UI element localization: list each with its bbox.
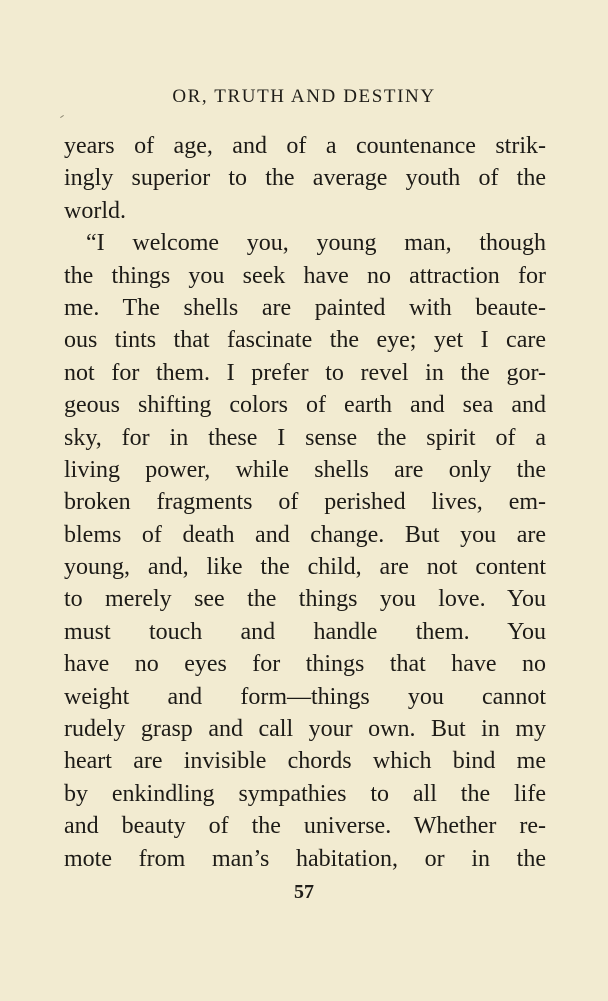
- text-line: blems of death and change. But you are: [64, 521, 546, 548]
- text-line: the things you seek have no attraction for: [64, 262, 546, 289]
- text-line: young, and, like the child, are not content: [64, 554, 546, 581]
- text-line: mote from man’s habitation, or in the: [64, 845, 546, 872]
- text-line: world.: [64, 197, 126, 224]
- running-head: OR, TRUTH AND DESTINY: [172, 86, 436, 107]
- text-line: years of age, and of a countenance strik-: [64, 133, 546, 159]
- page-number: 57: [294, 881, 314, 903]
- text-line: me. The shells are painted with beaute-: [64, 294, 546, 321]
- text-line: must touch and handle them. You: [64, 618, 546, 645]
- text-line: broken fragments of perished lives, em-: [64, 489, 546, 516]
- text-line: geous shifting colors of earth and sea and: [64, 392, 546, 419]
- text-line: heart are invisible chords which bind me: [64, 748, 546, 775]
- text-line: not for them. I prefer to revel in the gor-: [64, 359, 546, 386]
- text-line: living power, while shells are only the: [64, 456, 546, 483]
- text-line: ingly superior to the average youth of the: [64, 165, 546, 192]
- text-line: “I welcome you, young man, though: [86, 230, 546, 257]
- text-line: sky, for in these I sense the spirit of a: [64, 424, 546, 451]
- body-text: [64, 130, 546, 875]
- ink-speck: [60, 115, 64, 118]
- text-line: weight and form—things you cannot: [64, 683, 546, 710]
- text-line: rudely grasp and call your own. But in my: [64, 716, 546, 743]
- text-line: ous tints that fascinate the eye; yet I care: [64, 327, 546, 354]
- text-line: by enkindling sympathies to all the life: [64, 780, 546, 807]
- text-line: to merely see the things you love. You: [64, 586, 546, 613]
- text-line: have no eyes for things that have no: [64, 651, 546, 678]
- text-line: and beauty of the universe. Whether re-: [64, 813, 546, 840]
